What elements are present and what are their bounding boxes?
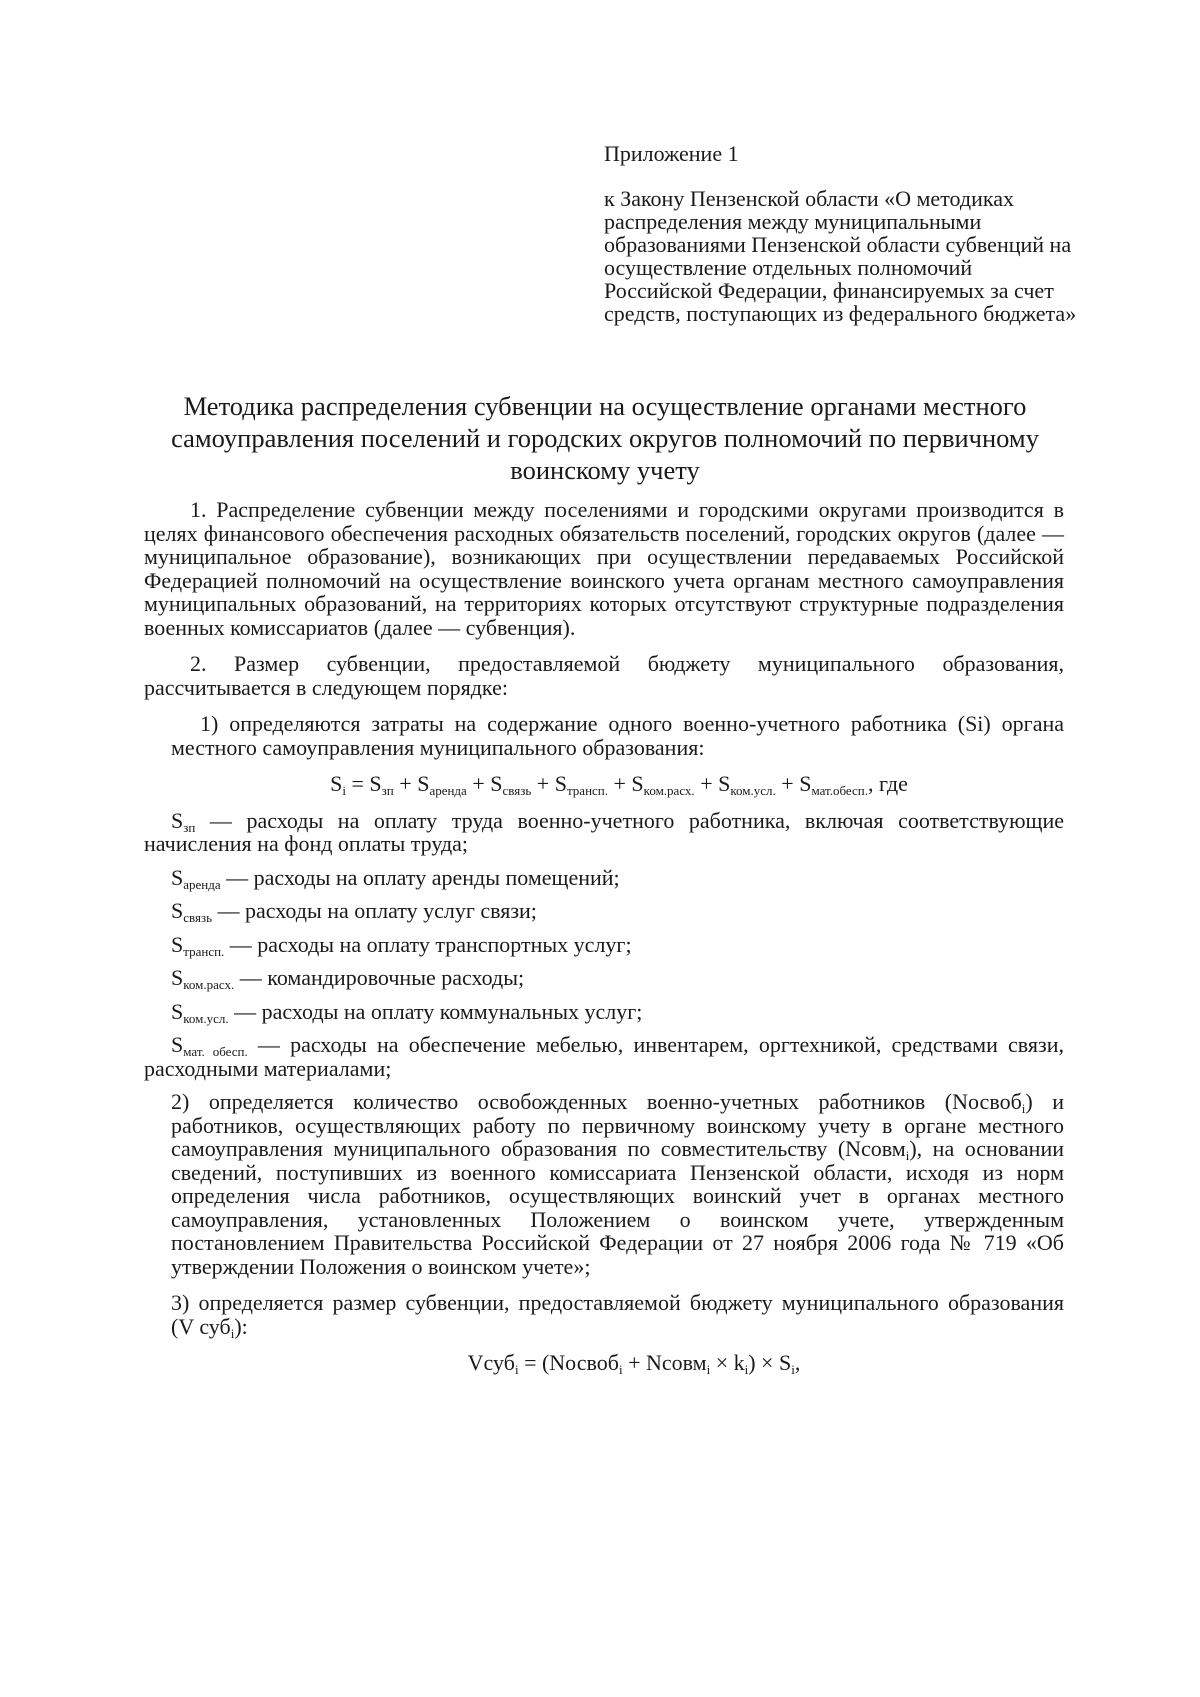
appendix-header [604, 142, 1084, 325]
appendix-number: Приложение 1 [604, 141, 739, 166]
definition-s-kom-usl: $S_{ком.усл.}$ — расходы на оплату коммунальных услуг; [171, 998, 643, 1026]
definition-s-svyaz: $S_{связь}$ — расходы на оплату услуг связи; [171, 898, 537, 925]
paragraph-2: 2. Размер субвенции, предоставляемой бюджету муниципального образования, рассчитывается в следующем порядке: [144, 651, 1064, 700]
formula-si: $S_i = S_{зп} + S_{аренда} + S_{связь} + S_{трансп.} + S_{ком.расх.} + S_{ком.усл.} + S_{мат.обесп.}$, где [330, 771, 908, 798]
definition-s-kom-rash: $S_{ком.расх.}$ — командировочные расходы; [171, 965, 525, 992]
definition-s-mat-obesp: $S_{мат. обесп.}$ — расходы на обеспечение мебелью, инвентарем, оргтехникой, средствами связи, расходными материалами; [144, 1032, 1064, 1081]
paragraph-2-item-3: 3) определяется размер субвенции, предоставляемой бюджету муниципального образования (V суб$_i$): [171, 1290, 1064, 1341]
formula-vsub: Vсуб$_i$ = (Nосвоб$_i$ + Nсовм$_i$ × $k_i) \times S_i$, [467, 1350, 801, 1377]
definition-s-arenda: $S_{аренда}$ — расходы на оплату аренды помещений; [171, 864, 620, 892]
paragraph-2-item-1: 1) определяются затраты на содержание одного военно-учетного работника (Si) органа местного самоуправления муниципального образования: [171, 711, 1064, 760]
document-body [144, 498, 1064, 1388]
paragraph-1: 1. Распределение субвенции между поселениями и городскими округами производится в целях финансового обеспечения расходных обязательств поселений, городских округов (далее — муниципальное образование), возникающих при осуществлении передаваемых Российской Федерацией полномочий на осуществление воинского учета органам местного самоуправления муниципальных образований, на территориях которых отсутствуют структурные подразделения военных комиссариатов (далее — субвенция). [144, 497, 1064, 640]
paragraph-2-item-2: 2) определяется количество освобожденных военно-учетных работников (Nосвоб$_i$) и работников, осуществляющих работу по первичному воинскому учету в органе местного самоуправления муниципального образования по совместительству (Nсовм$_i$), на основании сведений, поступивших из военного комиссариата Пензенской области, исходя из норм определения числа работников, осуществляющих воинский учет в органах местного самоуправления, установленных Положением о воинском учете, утвержденным постановлением Правительства Российской Федерации от 27 ноября 2006 года № 719 «Об утверждении Положения о воинском учете»; [171, 1089, 1064, 1279]
definition-s-transp: $S_{трансп.}$ — расходы на оплату транспортных услуг; [171, 931, 632, 959]
appendix-law-reference: к Закону Пензенской области «О методиках распределения между муниципальными образованиями Пензенской области субвенций на осуществление отдельных полномочий Российской Федерации, финансируемых за счет средств, поступающих из федерального бюджета» [604, 186, 1077, 326]
document-title: Методика распределения субвенции на осуществление органами местного самоуправления поселений и городских округов полномочий по первичному воинскому учету [171, 391, 1039, 485]
definition-s-zp: $S_{зп}$ — расходы на оплату труда военно-учетного работника, включая соответствующие начисления на фонд оплаты труда; [144, 807, 1064, 856]
